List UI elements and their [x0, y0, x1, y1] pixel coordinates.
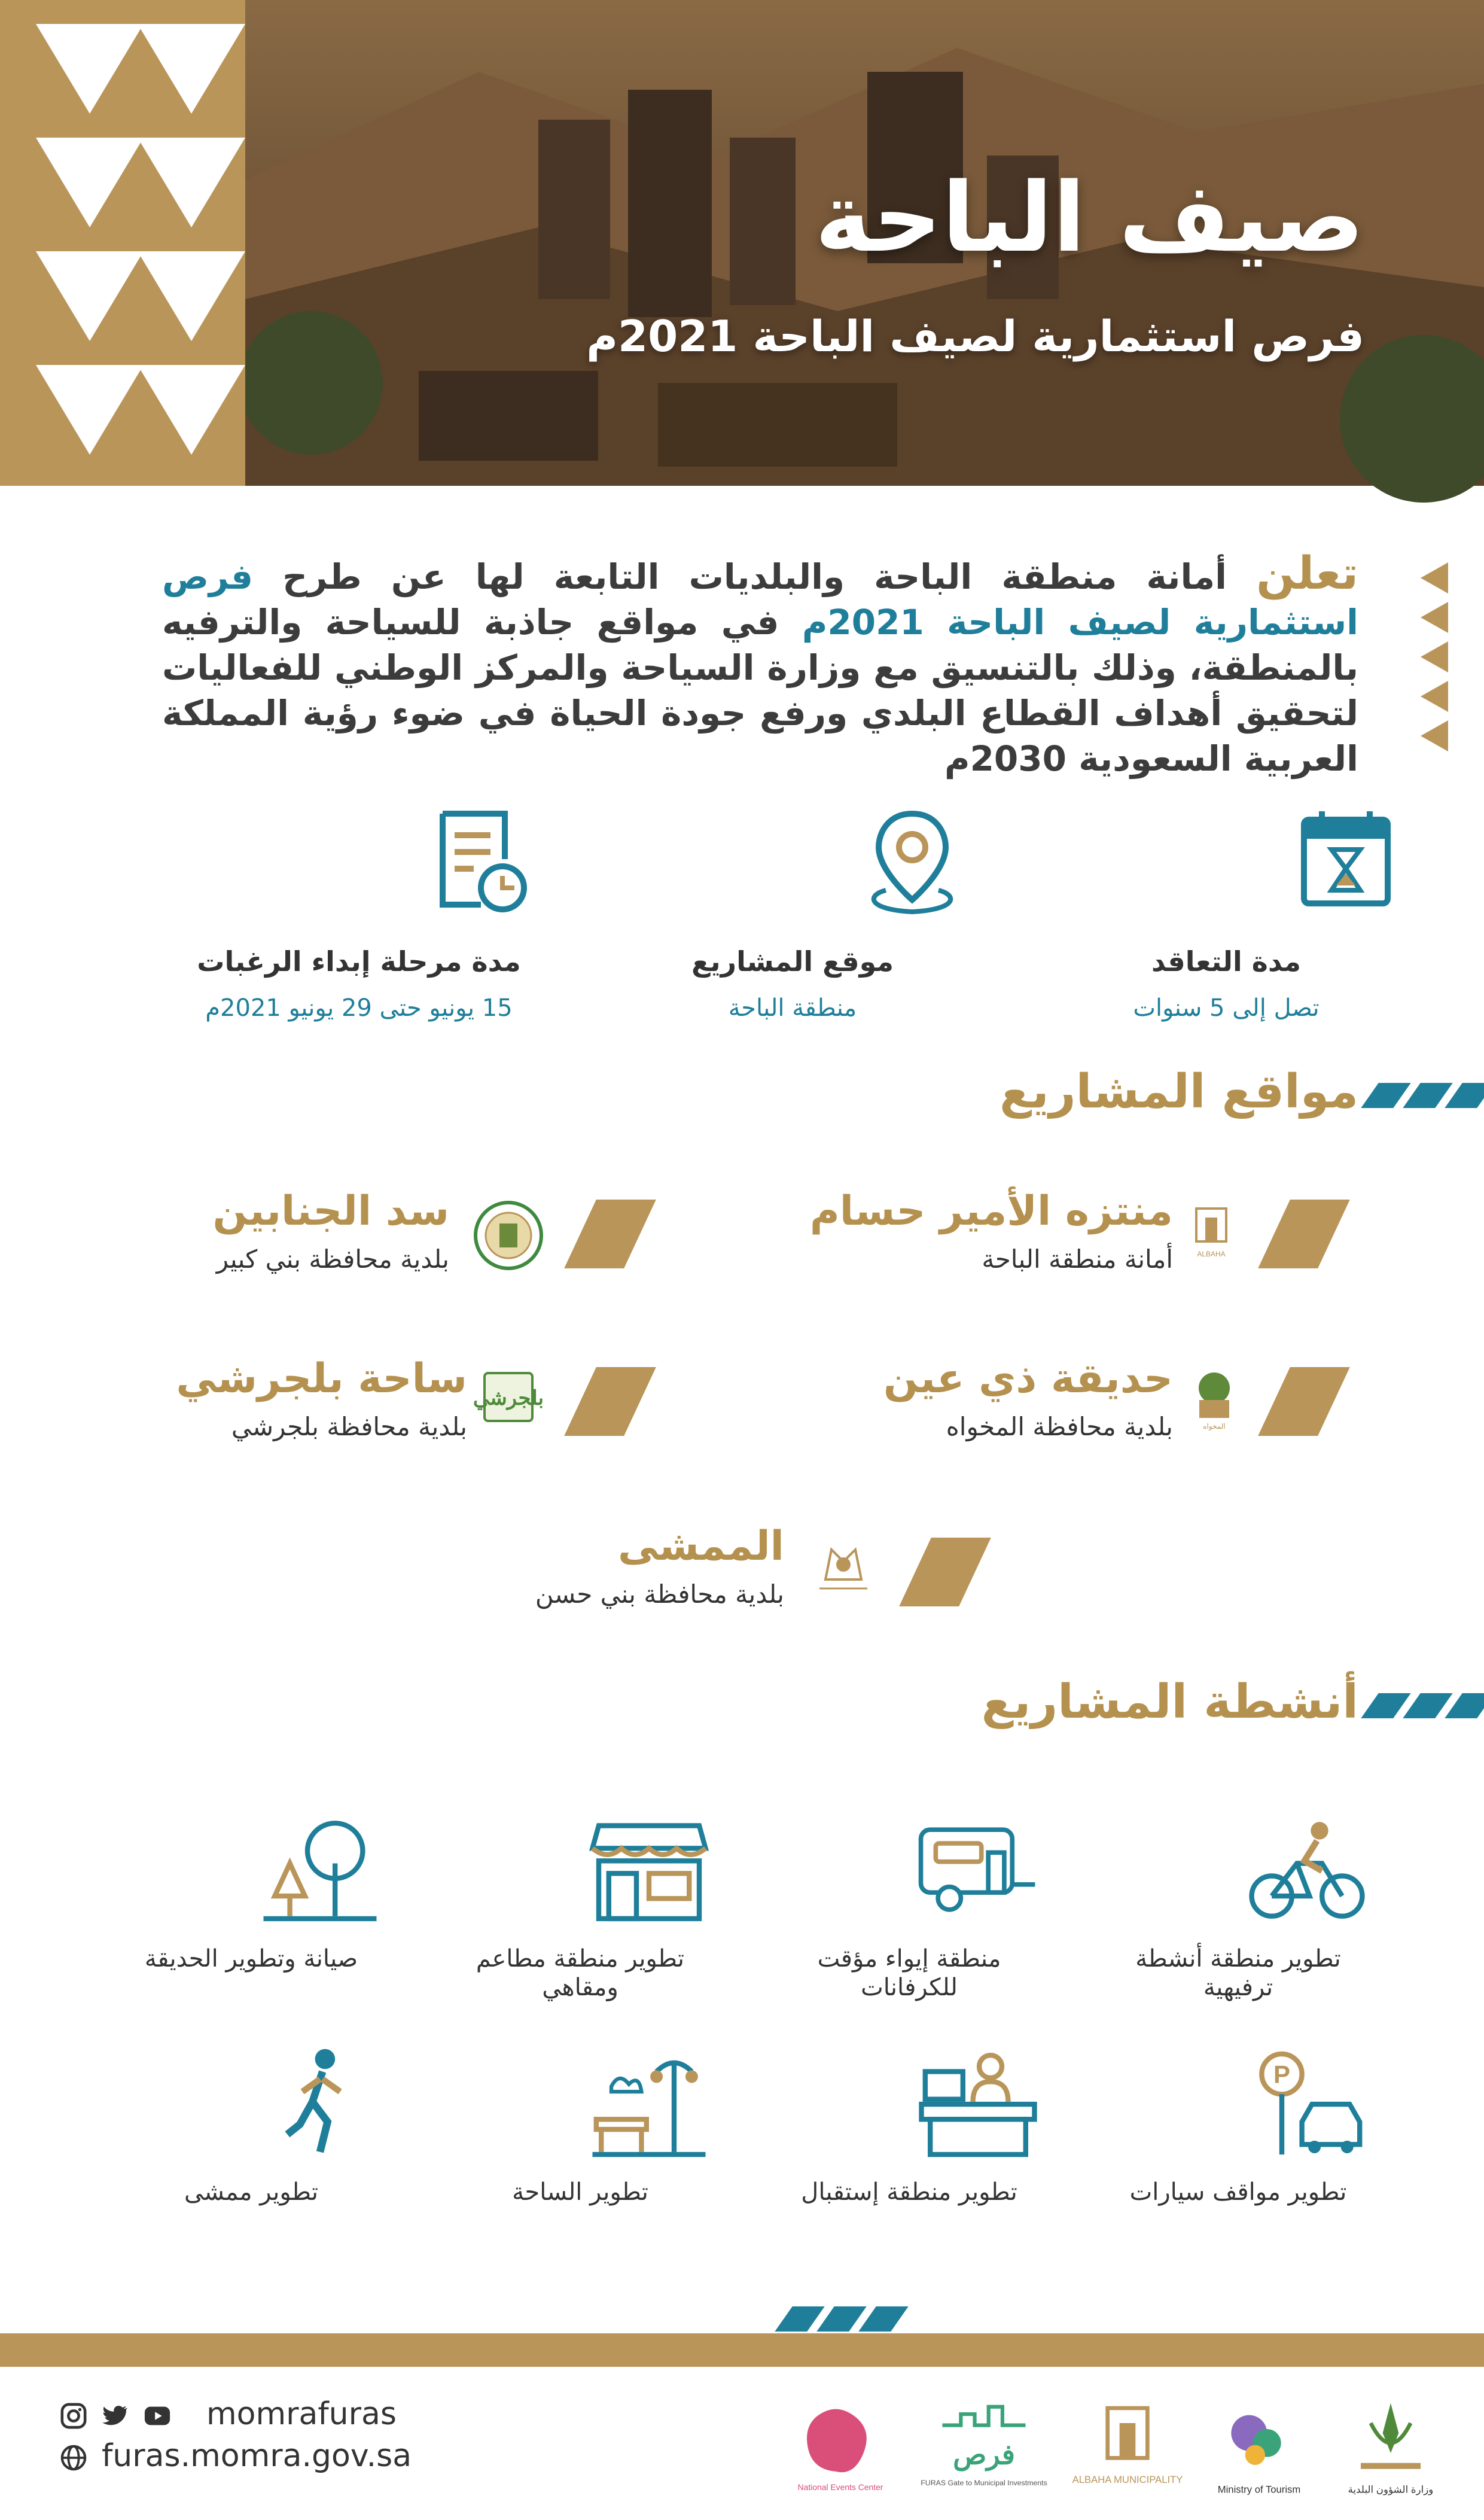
location-name: سد الجنابين: [212, 1188, 449, 1235]
document-clock-icon: [419, 802, 538, 921]
tourism-logo: [1208, 2393, 1310, 2513]
location-name: حديقة ذي عين: [883, 1355, 1173, 1402]
parking-icon: [1244, 2046, 1370, 2160]
activities-heading: أنشطة المشاريع: [981, 1675, 1358, 1729]
momra-logo: [1340, 2393, 1442, 2513]
shop-icon: [586, 1813, 712, 1926]
info-period: [179, 802, 538, 1027]
section-stripes: [1358, 1693, 1484, 1723]
cyclist-icon: [1244, 1813, 1370, 1926]
hero-banner: [0, 0, 1484, 486]
activity-label: منطقة إيواء مؤقت للكرفانات: [817, 1945, 1001, 2001]
activity-label: تطوير منطقة إستقبال: [801, 2178, 1017, 2206]
bani-hassan-logo: [807, 1532, 879, 1603]
footer-stripes: [772, 2306, 903, 2336]
info-title: مدة مرحلة إبداء الرغبات: [197, 945, 521, 978]
activity-item: [449, 1813, 712, 2002]
info-title: موقع المشاريع: [691, 945, 894, 978]
location-marker: [1258, 1367, 1350, 1436]
almakhwah-logo: [1178, 1364, 1250, 1436]
location-name: ساحة بلجرشي: [176, 1355, 467, 1402]
activity-item: [120, 1813, 383, 1973]
svg-text:ALBAHA MUNICIPALITY: ALBAHA MUNICIPALITY: [1072, 2474, 1183, 2485]
location-marker: [899, 1538, 991, 1606]
youtube-icon[interactable]: [144, 2402, 171, 2430]
location-marker: [1258, 1200, 1350, 1268]
globe-icon: [60, 2444, 87, 2472]
activity-label: تطوير منطقة مطاعم ومقاهي: [476, 1945, 685, 2001]
locations-heading: مواقع المشاريع: [1000, 1065, 1358, 1119]
section-stripes: [1358, 1083, 1484, 1113]
plaza-icon: [586, 2046, 712, 2160]
activity-item: [1107, 2046, 1370, 2206]
activity-item: [120, 2046, 383, 2206]
info-contract: [1047, 802, 1406, 1027]
svg-text:المخواه: المخواه: [1203, 1422, 1226, 1431]
info-location: [613, 802, 972, 1027]
location-authority: بلدية محافظة بني حسن: [535, 1579, 784, 1609]
location-marker: [564, 1367, 656, 1436]
info-value: 15 يونيو حتى 29 يونيو 2021م: [205, 994, 513, 1022]
twitter-icon[interactable]: [102, 2402, 129, 2430]
location-authority: بلدية محافظة بني كبير: [216, 1244, 449, 1274]
walker-icon: [257, 2046, 383, 2160]
activity-label: تطوير ممشى: [184, 2178, 319, 2206]
location-authority: بلدية محافظة بلجرشي: [231, 1412, 467, 1441]
svg-text:Ministry of Tourism: Ministry of Tourism: [1217, 2484, 1301, 2495]
baljurashi-logo: [473, 1364, 544, 1436]
social-handle[interactable]: momrafuras: [206, 2396, 397, 2432]
activity-label: تطوير مواقف سيارات: [1129, 2178, 1347, 2206]
albaha-logo: [1072, 2393, 1183, 2513]
reception-icon: [915, 2046, 1041, 2160]
info-title: مدة التعاقد: [1151, 945, 1301, 978]
info-value: منطقة الباحة: [728, 994, 857, 1022]
svg-text:P: P: [1273, 2060, 1291, 2089]
activity-label: تطوير منطقة أنشطة ترفيهية: [1135, 1945, 1341, 2001]
location-pin-icon: [852, 802, 972, 921]
info-value: تصل إلى 5 سنوات: [1133, 994, 1320, 1022]
page-subtitle: فرص استثمارية لصيف الباحة 2021م: [586, 311, 1364, 361]
svg-text:وزارة الشؤون البلدية: وزارة الشؤون البلدية: [1348, 2484, 1434, 2495]
svg-text:فرص: فرص: [953, 2439, 1015, 2470]
location-authority: أمانة منطقة الباحة: [982, 1244, 1173, 1274]
intro-marker: [1400, 562, 1448, 742]
furas-logo: [921, 2393, 1047, 2513]
instagram-icon[interactable]: [60, 2402, 87, 2430]
intro-lead: تعلن: [1256, 546, 1358, 599]
intro-text-1: أمانة منطقة الباحة والبلديات التابعة لها عن طرح: [253, 556, 1257, 597]
footer-bar: [0, 2333, 1484, 2367]
activity-item: [449, 2046, 712, 2206]
intro-highlight: فرص استثمارية لصيف الباحة 2021م: [162, 556, 1358, 643]
bani-kabir-logo: [473, 1200, 544, 1271]
activity-label: تطوير الساحة: [512, 2178, 648, 2206]
svg-text:ALBAHA: ALBAHA: [1197, 1250, 1226, 1258]
activity-item: [778, 1813, 1041, 2002]
intro-text-2: في مواقع جاذبة للسياحة والترفيه بالمنطقة، وذلك بالتنسيق مع وزارة السياحة والمركز الوطني للفعاليات لتحقيق أهداف القطاع البلدي ورفع جودة الحياة في ضوء رؤية المملكة العربية السعودية 2030م: [162, 602, 1358, 779]
activity-item: [778, 2046, 1041, 2206]
page-title: صيف الباحة: [815, 162, 1364, 273]
website-link[interactable]: furas.momra.gov.sa: [102, 2438, 412, 2474]
svg-text:National Events Center: National Events Center: [797, 2482, 883, 2492]
albaha-municipality-logo: [1178, 1197, 1244, 1268]
svg-text:FURAS Gate to Municipal Invest: FURAS Gate to Municipal Investments: [921, 2479, 1047, 2488]
activity-item: [1107, 1813, 1370, 2002]
nec-logo: [790, 2393, 891, 2513]
caravan-icon: [915, 1813, 1041, 1926]
location-marker: [564, 1200, 656, 1268]
location-name: منتزه الأمير حسام: [809, 1188, 1173, 1235]
decor-panel: [0, 0, 245, 486]
trees-icon: [257, 1813, 383, 1926]
calendar-hourglass-icon: [1286, 802, 1406, 921]
svg-text:بلجرشي: بلجرشي: [473, 1387, 544, 1410]
location-authority: بلدية محافظة المخواه: [946, 1412, 1173, 1441]
intro-paragraph: [162, 546, 1358, 781]
location-name: الممشى: [617, 1523, 784, 1570]
activity-label: صيانة وتطوير الحديقة: [144, 1945, 358, 1973]
